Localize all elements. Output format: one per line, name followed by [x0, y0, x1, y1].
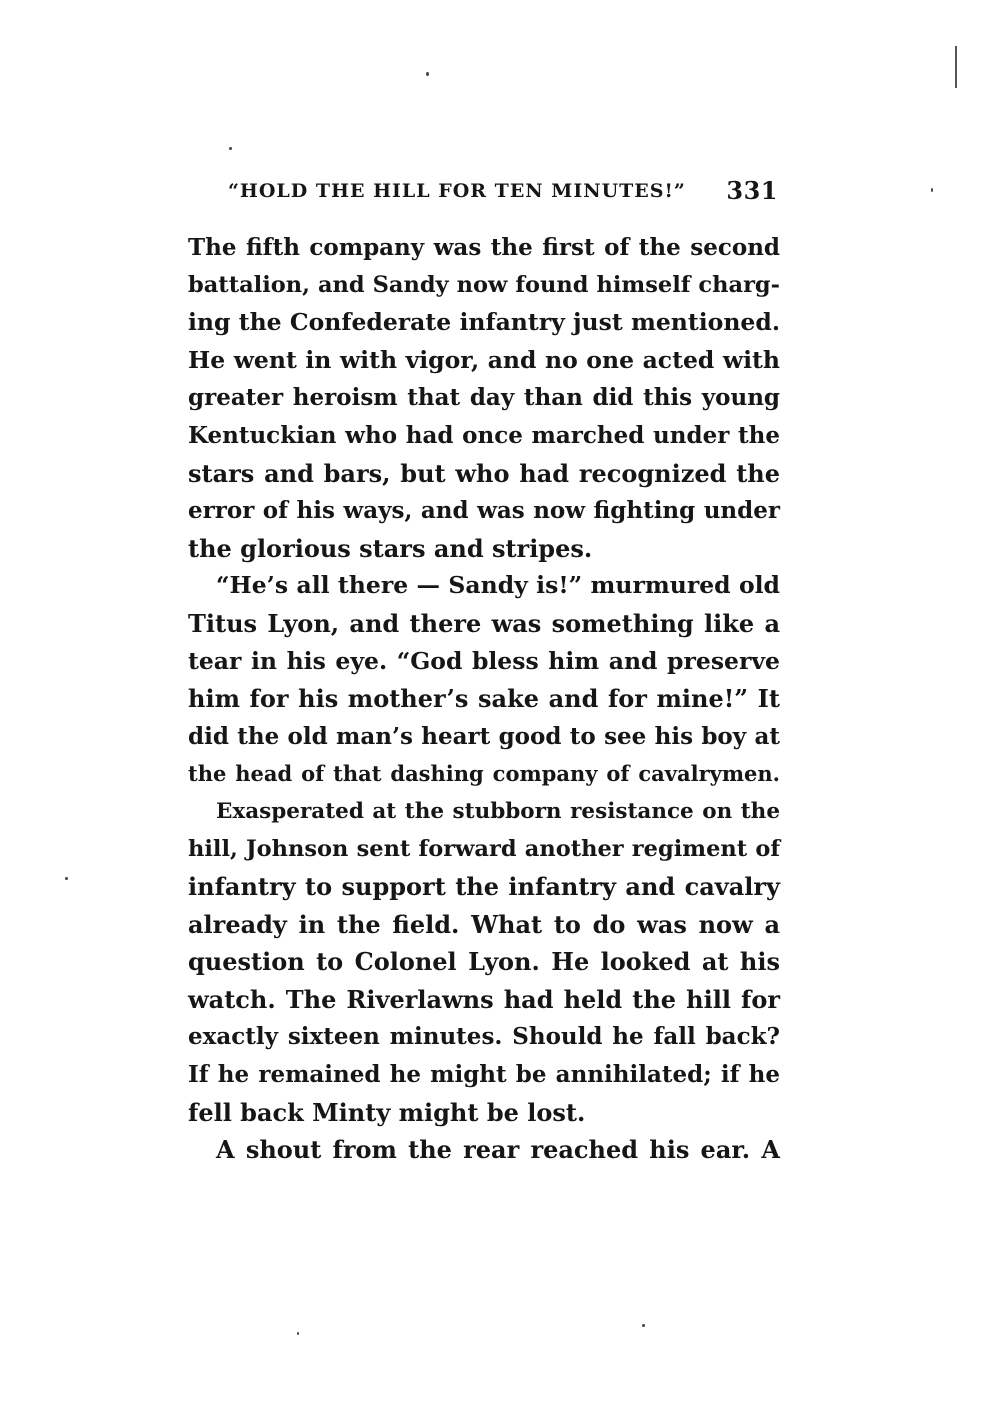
paragraph-4 — [188, 1131, 780, 1169]
text-line: the head of that dashing company of cavalrymen. — [188, 761, 780, 787]
page-number: 331 — [726, 176, 778, 205]
text-line: fell back Minty might be lost. — [188, 1097, 586, 1127]
print-speck — [642, 1324, 645, 1327]
text-line: hill, Johnson sent forward another regiment of — [188, 835, 780, 862]
text-line: stars and bars, but who had recognized the — [188, 458, 780, 488]
text-line: the glorious stars and stripes. — [188, 533, 593, 563]
text-line: watch. The Riverlawns had held the hill for — [188, 984, 780, 1014]
text-line: He went in with vigor, and no one acted with — [188, 345, 780, 374]
text-line: Exasperated at the stubborn resistance on the — [216, 798, 780, 824]
text-line: battalion, and Sandy now found himself charg- — [188, 271, 780, 298]
text-line: The fifth company was the first of the second — [188, 234, 780, 261]
text-line: exactly sixteen minutes. Should he fall back? — [188, 1023, 780, 1051]
print-speck — [426, 72, 429, 76]
text-line: question to Colonel Lyon. He looked at his — [188, 947, 780, 977]
print-speck — [229, 147, 232, 150]
text-line: error of his ways, and was now fighting under — [188, 497, 780, 525]
text-line: A shout from the rear reached his ear. A — [216, 1135, 780, 1165]
text-line: already in the field. What to do was now a — [188, 909, 780, 939]
running-head — [228, 176, 778, 208]
print-speck — [931, 188, 933, 192]
running-title: “HOLD THE HILL FOR TEN MINUTES!” — [228, 180, 686, 202]
text-line: tear in his eye. “God bless him and preserve — [188, 646, 780, 675]
text-line: If he remained he might be annihilated; if he — [188, 1061, 780, 1089]
paragraph-1 — [188, 229, 780, 567]
text-line: Kentuckian who had once marched under the — [188, 421, 780, 449]
print-speck — [65, 877, 68, 880]
text-line: did the old man’s heart good to see his boy at — [188, 722, 780, 750]
text-line: “He’s all there — Sandy is!” murmured old — [216, 571, 780, 600]
paragraph-3 — [188, 793, 780, 1131]
text-line: him for his mother’s sake and for mine!” It — [188, 684, 780, 714]
text-line: Titus Lyon, and there was something like a — [188, 608, 780, 638]
text-line: greater heroism that day than did this young — [188, 384, 780, 412]
print-speck — [297, 1332, 299, 1335]
text-line: ing the Confederate infantry just mentioned. — [188, 308, 780, 337]
body-text — [188, 229, 780, 1169]
text-line: infantry to support the infantry and cavalry — [188, 872, 780, 902]
paragraph-2 — [188, 567, 780, 793]
page-edge-mark — [955, 46, 957, 88]
